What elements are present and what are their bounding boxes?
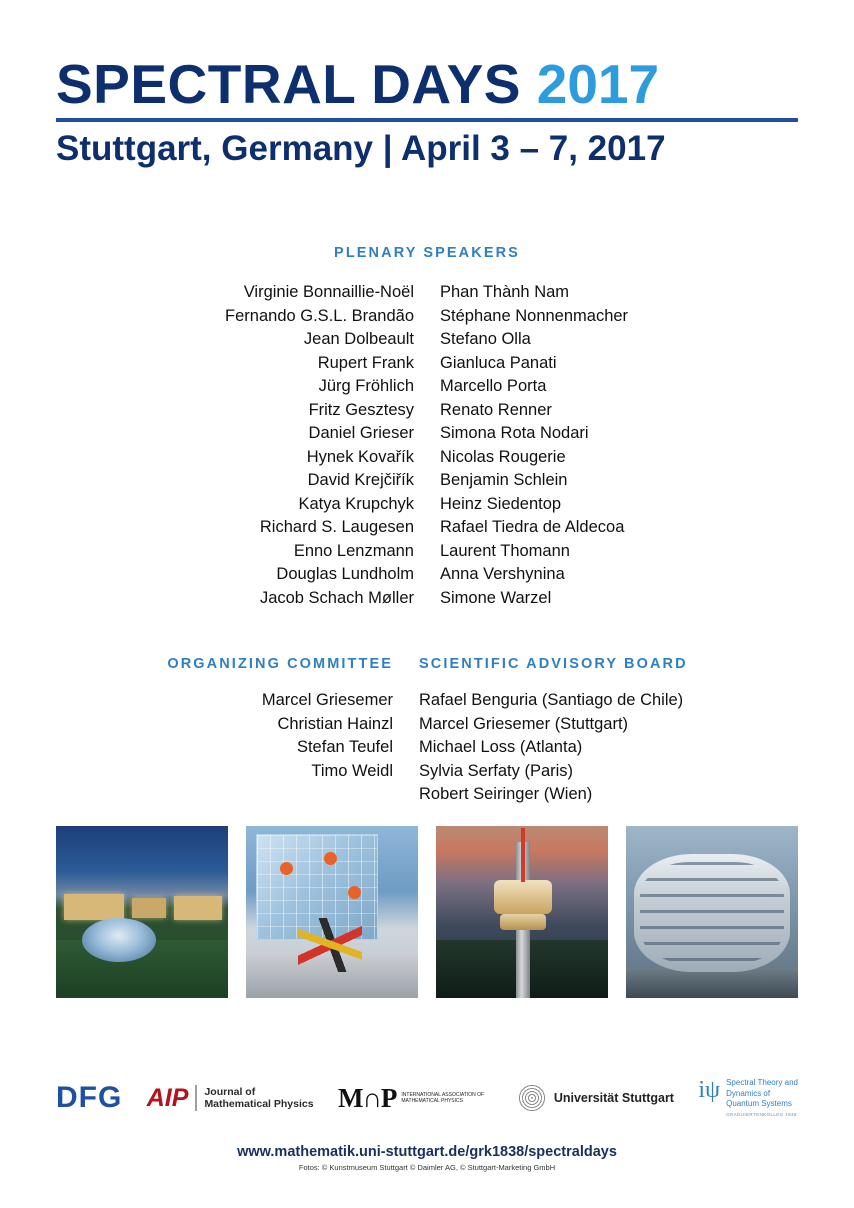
list-item: Renato Renner (440, 400, 552, 419)
iamp-glyph: M∩P (338, 1082, 397, 1113)
list-item: Jacob Schach Møller (259, 588, 414, 607)
grk-label (726, 1078, 798, 1118)
grk-program-number: GRADUIERTENKOLLEG 1838 (726, 1112, 797, 1118)
photo-mercedes-benz-museum (626, 826, 798, 998)
photo-palace-square (56, 826, 228, 998)
grk-symbol-icon: iψ (698, 1076, 721, 1103)
list-item: Stefan Teufel (296, 738, 393, 757)
photo-tower-pod-lower (500, 914, 546, 930)
organizing-committee-list (135, 689, 393, 783)
advisory-board-list (419, 689, 719, 807)
photo-strip (56, 826, 798, 998)
photo-sculpture (298, 918, 362, 972)
list-item: Richard S. Laugesen (259, 518, 414, 537)
organizing-committee (135, 656, 406, 807)
photo-fountain (82, 918, 156, 962)
conference-url[interactable]: www.mathematik.uni-stuttgart.de/grk1838/spectraldays (237, 1144, 617, 1160)
scientific-advisory-board (406, 656, 719, 807)
list-item: Fernando G.S.L. Brandão (225, 306, 414, 325)
list-item: Rafael Benguria (Santiago de Chile) (419, 691, 684, 710)
page-title (56, 53, 798, 115)
title-main-text: SPECTRAL DAYS (56, 53, 521, 115)
divider (195, 1085, 197, 1111)
list-item: Virginie Bonnaillie-Noël (243, 283, 414, 302)
committees-section (56, 656, 798, 807)
photo-building-right (174, 896, 222, 920)
photo-dot (348, 886, 361, 899)
sponsor-logos (56, 1072, 798, 1124)
plenary-column-right (427, 281, 685, 610)
plenary-speakers-list (56, 281, 798, 610)
list-item: Heinz Siedentop (440, 494, 562, 513)
list-item: Marcello Porta (440, 377, 547, 396)
list-item: Stefano Olla (440, 330, 531, 349)
title-year-text: 2017 (536, 53, 660, 115)
list-item: Rafael Tiedra de Aldecoa (440, 518, 625, 537)
list-item: David Krejčiřík (307, 471, 414, 490)
list-item: Hynek Kovařík (306, 447, 414, 466)
title-divider (56, 118, 798, 122)
list-item: Rupert Frank (317, 353, 414, 372)
photo-tv-tower (436, 826, 608, 998)
photo-building-center (132, 898, 166, 918)
list-item: Enno Lenzmann (293, 541, 414, 560)
list-item: Robert Seiringer (Wien) (419, 785, 593, 804)
list-item: Katya Krupchyk (298, 494, 414, 513)
grk-line2: Dynamics of (726, 1088, 771, 1098)
list-item: Nicolas Rougerie (440, 447, 566, 466)
list-item: Laurent Thomann (440, 541, 570, 560)
list-item: Simone Warzel (440, 588, 552, 607)
iamp-label: INTERNATIONAL ASSOCIATION OF MATHEMATICAL PHYSICS (401, 1091, 485, 1104)
plenary-column-left (169, 281, 427, 610)
title-block (56, 0, 798, 169)
aip-journal-title (204, 1086, 313, 1110)
aip-logo (147, 1084, 314, 1113)
photo-dot (324, 852, 337, 865)
list-item: Phan Thành Nam (440, 283, 570, 302)
list-item: Gianluca Panati (440, 353, 557, 372)
list-item: Fritz Gesztesy (308, 400, 414, 419)
advisory-board-heading: SCIENTIFIC ADVISORY BOARD (419, 656, 688, 673)
photo-kunstmuseum (246, 826, 418, 998)
list-item: Anna Vershynina (440, 565, 565, 584)
list-item: Marcel Griesemer (261, 691, 393, 710)
list-item: Marcel Griesemer (Stuttgart) (419, 714, 629, 733)
photo-tower-pod (494, 880, 552, 914)
university-logo (518, 1084, 674, 1112)
aip-mark: AIP (146, 1083, 189, 1112)
footer (0, 1144, 854, 1172)
aip-journal-line1: Journal of (204, 1085, 256, 1098)
list-item: Simona Rota Nodari (440, 424, 589, 443)
list-item: Sylvia Serfaty (Paris) (419, 761, 574, 780)
photo-building-left (64, 894, 124, 920)
organizing-committee-heading: ORGANIZING COMMITTEE (167, 656, 393, 673)
list-item: Timo Weidl (311, 761, 393, 780)
photo-museum-base (626, 968, 798, 998)
grk-logo (698, 1078, 798, 1118)
list-item: Michael Loss (Atlanta) (419, 738, 583, 757)
list-item: Benjamin Schlein (440, 471, 568, 490)
photo-museum-body (634, 854, 790, 972)
grk-line1: Spectral Theory and (726, 1077, 798, 1087)
list-item: Christian Hainzl (277, 714, 393, 733)
list-item: Jürg Fröhlich (318, 377, 414, 396)
photo-dot (280, 862, 293, 875)
grk-line3: Quantum Systems (726, 1099, 792, 1109)
photo-tower-mast (521, 828, 525, 882)
list-item: Jean Dolbeault (303, 330, 414, 349)
dfg-logo: DFG (56, 1081, 123, 1114)
page-subtitle: Stuttgart, Germany | April 3 – 7, 2017 (56, 129, 666, 169)
plenary-speakers-heading: PLENARY SPEAKERS (334, 245, 520, 262)
list-item: Douglas Lundholm (276, 565, 414, 584)
list-item: Daniel Grieser (308, 424, 414, 443)
aip-journal-line2: Mathematical Physics (204, 1098, 314, 1110)
university-seal-icon (518, 1084, 546, 1112)
photo-credit: Fotos: © Kunstmuseum Stuttgart © Daimler AG, © Stuttgart-Marketing GmbH (298, 1163, 556, 1172)
iamp-logo (338, 1083, 493, 1114)
university-name: Universität Stuttgart (553, 1091, 674, 1105)
list-item: Stéphane Nonnenmacher (440, 306, 629, 325)
